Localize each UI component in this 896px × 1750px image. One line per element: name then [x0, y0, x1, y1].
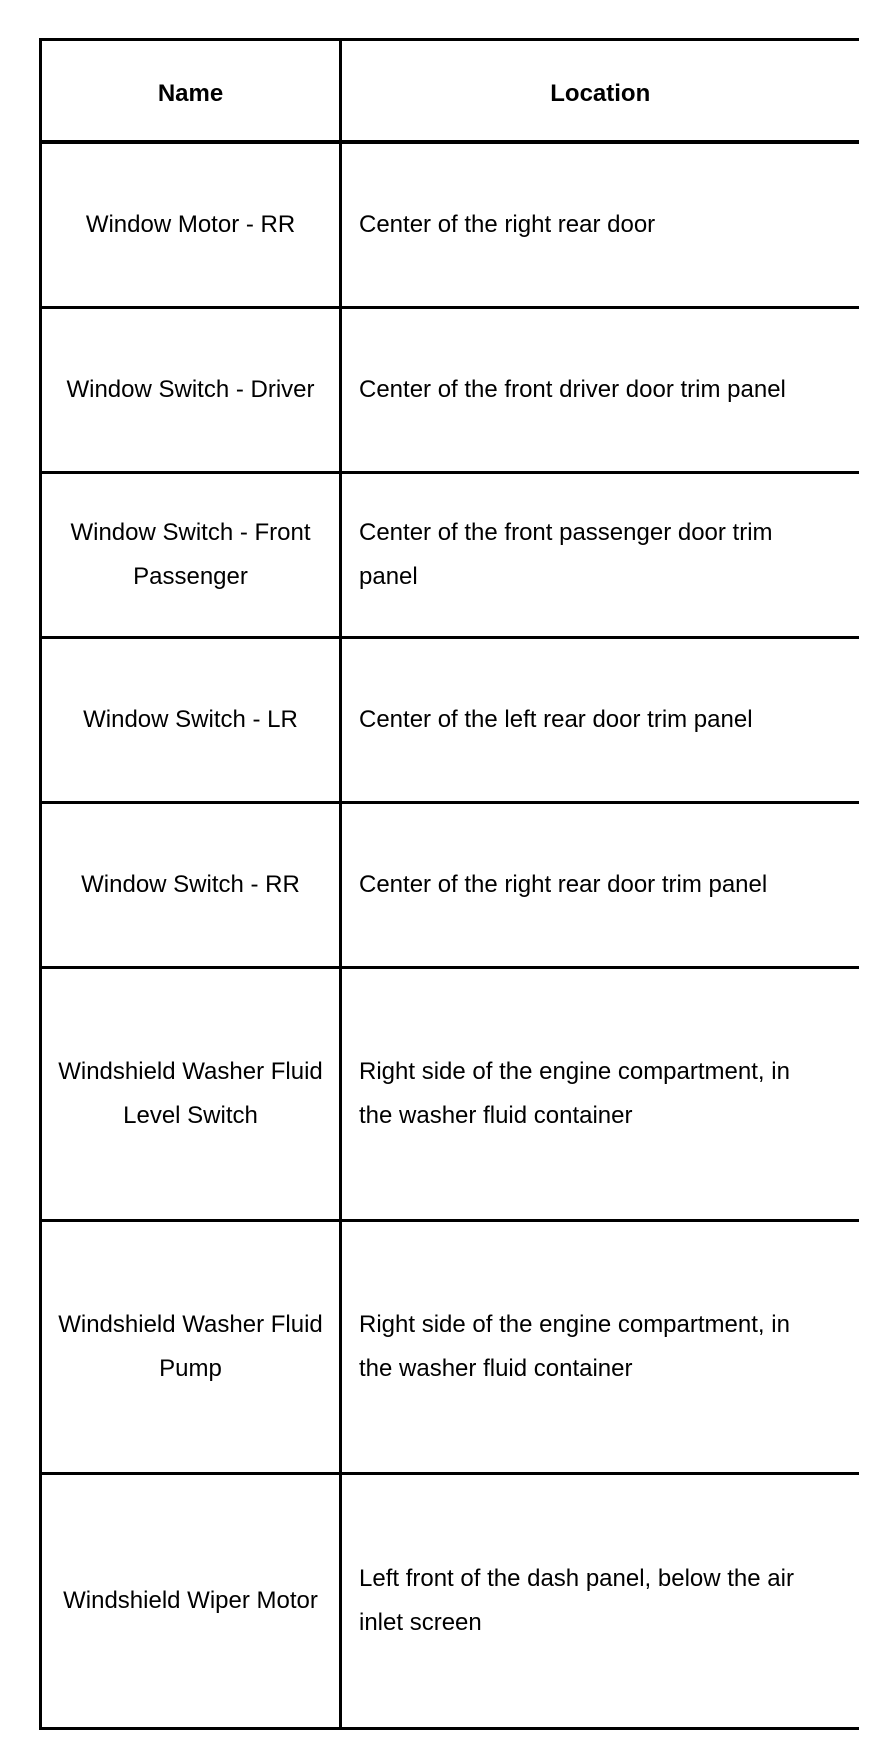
component-location: Center of the front passenger door trim panel [341, 472, 859, 637]
component-name: Window Switch - Front Passenger [41, 472, 341, 637]
component-name: Window Switch - Driver [41, 307, 341, 472]
component-name: Windshield Washer Fluid Level Switch [41, 967, 341, 1220]
table-row [41, 967, 859, 1220]
table-row [41, 472, 859, 637]
component-name: Window Switch - LR [41, 637, 341, 802]
table-row [41, 1473, 859, 1728]
component-location: Center of the right rear door [341, 142, 859, 308]
table-row [41, 1220, 859, 1473]
component-location: Center of the front driver door trim panel [341, 307, 859, 472]
table-header-row [41, 40, 859, 142]
component-location: Right side of the engine compartment, in the washer fluid container [341, 1220, 859, 1473]
column-header-name: Name [41, 40, 341, 142]
component-name: Window Motor - RR [41, 142, 341, 308]
component-name: Window Switch - RR [41, 802, 341, 967]
component-location: Right side of the engine compartment, in the washer fluid container [341, 967, 859, 1220]
component-name: Windshield Wiper Motor [41, 1473, 341, 1728]
component-location: Center of the left rear door trim panel [341, 637, 859, 802]
component-location-table [39, 38, 859, 1730]
component-location: Left front of the dash panel, below the air inlet screen [341, 1473, 859, 1728]
column-header-location: Location [341, 40, 859, 142]
table-row [41, 637, 859, 802]
component-name: Windshield Washer Fluid Pump [41, 1220, 341, 1473]
table-row [41, 142, 859, 308]
table-row [41, 307, 859, 472]
table-row [41, 802, 859, 967]
component-location: Center of the right rear door trim panel [341, 802, 859, 967]
